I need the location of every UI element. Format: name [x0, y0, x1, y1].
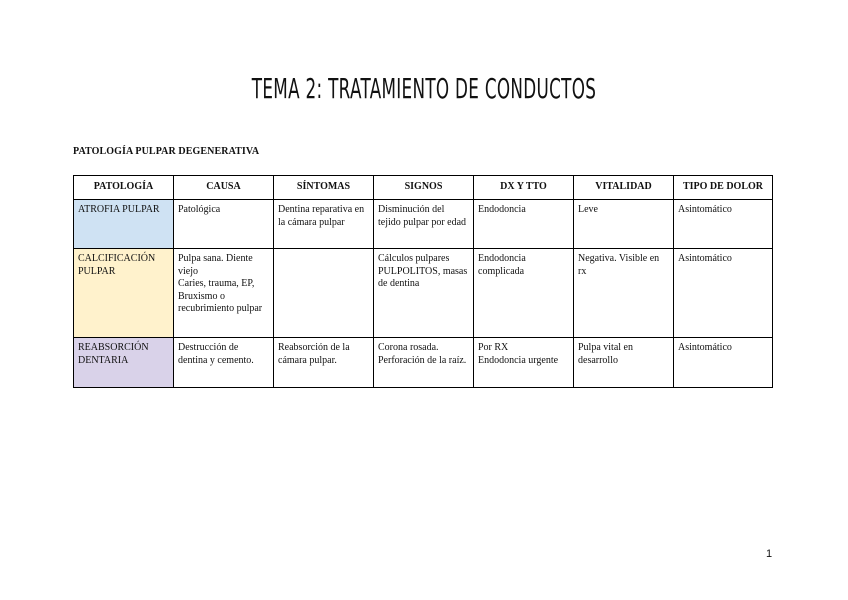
cell-patologia: REABSORCIÓN DENTARIA [74, 338, 174, 388]
header-tipo-dolor: TIPO DE DOLOR [674, 176, 773, 200]
cell-signos: Cálculos pulpares PULPOLITOS, masas de dentina [374, 249, 474, 338]
cell-sintomas: Dentina reparativa en la cámara pulpar [274, 200, 374, 249]
header-causa: CAUSA [174, 176, 274, 200]
cell-signos: Disminución del tejido pulpar por edad [374, 200, 474, 249]
table-row [74, 249, 773, 338]
cell-patologia: ATROFIA PULPAR [74, 200, 174, 249]
cell-signos: Corona rosada. Perforación de la raíz. [374, 338, 474, 388]
cell-causa: Patológica [174, 200, 274, 249]
cell-tipo-dolor: Asintomático [674, 200, 773, 249]
cell-dx-tto: Por RX Endodoncia urgente [474, 338, 574, 388]
cell-vitalidad: Negativa. Visible en rx [574, 249, 674, 338]
cell-dx-tto: Endodoncia [474, 200, 574, 249]
header-dx-tto: DX Y TTO [474, 176, 574, 200]
cell-sintomas: Reabsorción de la cámara pulpar. [274, 338, 374, 388]
cell-tipo-dolor: Asintomático [674, 249, 773, 338]
document-title: TEMA 2: TRATAMIENTO DE CONDUCTOS [251, 72, 597, 105]
cell-sintomas [274, 249, 374, 338]
header-patologia: PATOLOGÍA [74, 176, 174, 200]
header-vitalidad: VITALIDAD [574, 176, 674, 200]
pathology-table [73, 175, 773, 388]
page-number: 1 [766, 548, 773, 560]
table-row [74, 338, 773, 388]
cell-patologia: CALCIFICACIÓN PULPAR [74, 249, 174, 338]
table-row [74, 200, 773, 249]
header-sintomas: SÍNTOMAS [274, 176, 374, 200]
header-signos: SIGNOS [374, 176, 474, 200]
cell-causa: Pulpa sana. Diente viejo Caries, trauma, EP, Bruxismo o recubrimiento pulpar [174, 249, 274, 338]
cell-vitalidad: Pulpa vital en desarrollo [574, 338, 674, 388]
cell-causa: Destrucción de dentina y cemento. [174, 338, 274, 388]
cell-vitalidad: Leve [574, 200, 674, 249]
section-title: PATOLOGÍA PULPAR DEGENERATIVA [73, 146, 260, 157]
cell-dx-tto: Endodoncia complicada [474, 249, 574, 338]
table-header-row [74, 176, 773, 200]
cell-tipo-dolor: Asintomático [674, 338, 773, 388]
